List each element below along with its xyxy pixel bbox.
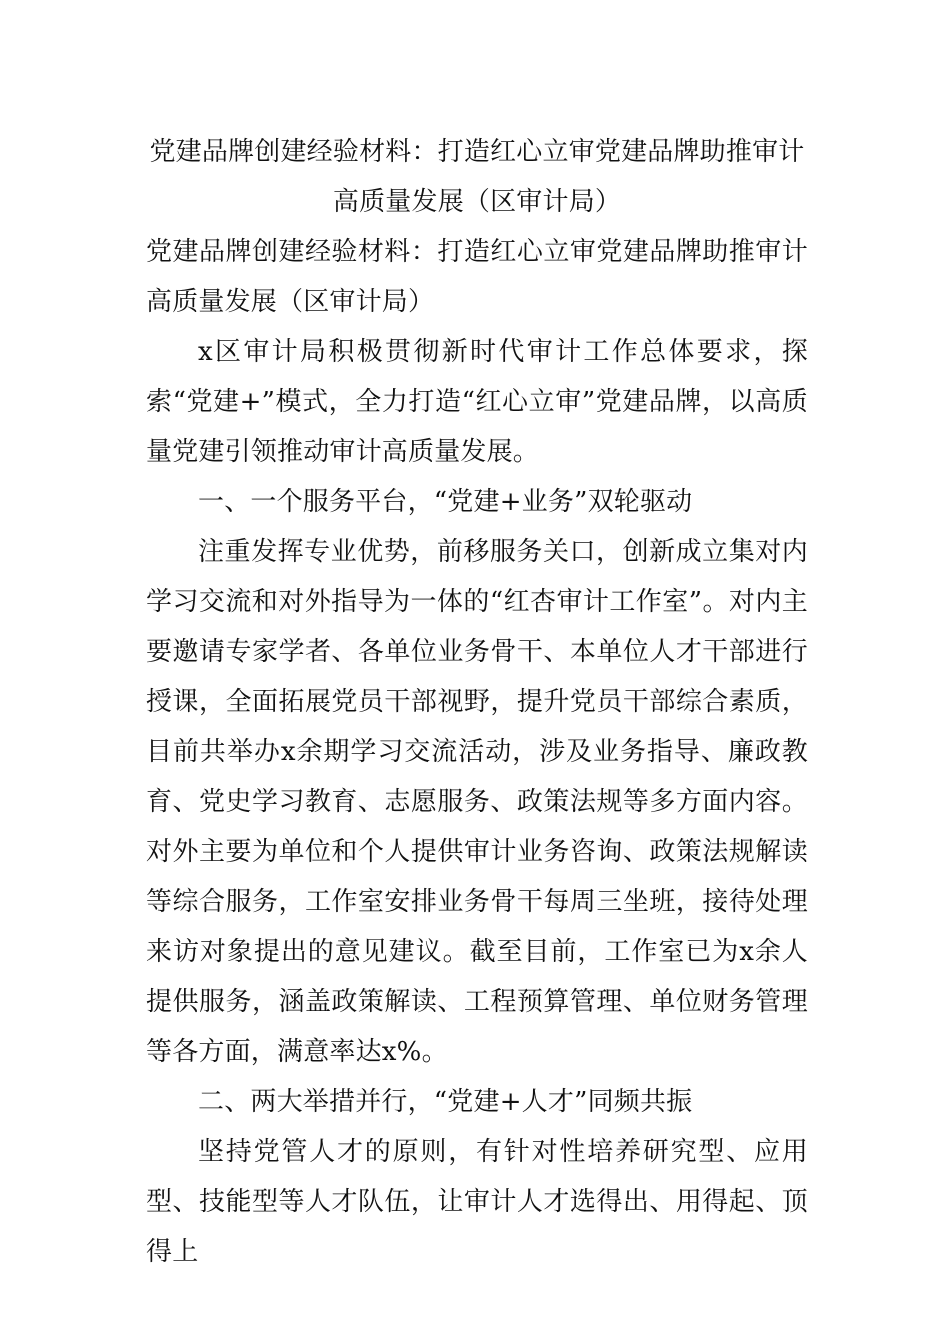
title-line-2: 高质量发展（区审计局）	[332, 187, 622, 217]
section-1-heading: 一、一个服务平台，“党建+业务”双轮驱动	[198, 487, 693, 517]
document-subtitle: 党建品牌创建经验材料：打造红心立审党建品牌助推审计高质量发展（区审计局）	[146, 237, 808, 317]
document-title	[146, 127, 808, 227]
section-2-heading: 二、两大举措并行，“党建+人才”同频共振	[198, 1087, 693, 1117]
title-line-1: 党建品牌创建经验材料：打造红心立审党建品牌助推审计	[149, 137, 805, 167]
document-body	[146, 127, 808, 1277]
intro-paragraph: x区审计局积极贯彻新时代审计工作总体要求，探索“党建+”模式，全力打造“红心立审”党建品牌，以高质量党建引领推动审计高质量发展。	[146, 337, 808, 467]
section-1-paragraph: 注重发挥专业优势，前移服务关口，创新成立集对内学习交流和对外指导为一体的“红杏审计工作室”。对内主要邀请专家学者、各单位业务骨干、本单位人才干部进行授课，全面拓展党员干部视野，提升党员干部综合素质，目前共举办x余期学习交流活动，涉及业务指导、廉政教育、党史学习教育、志愿服务、政策法规等多方面内容。对外主要为单位和个人提供审计业务咨询、政策法规解读等综合服务，工作室安排业务骨干每周三坐班，接待处理来访对象提出的意见建议。截至目前，工作室已为x余人提供服务，涵盖政策解读、工程预算管理、单位财务管理等各方面，满意率达x%。	[146, 537, 808, 1067]
section-2-paragraph: 坚持党管人才的原则，有针对性培养研究型、应用型、技能型等人才队伍，让审计人才选得出、用得起、顶得上	[146, 1137, 808, 1267]
